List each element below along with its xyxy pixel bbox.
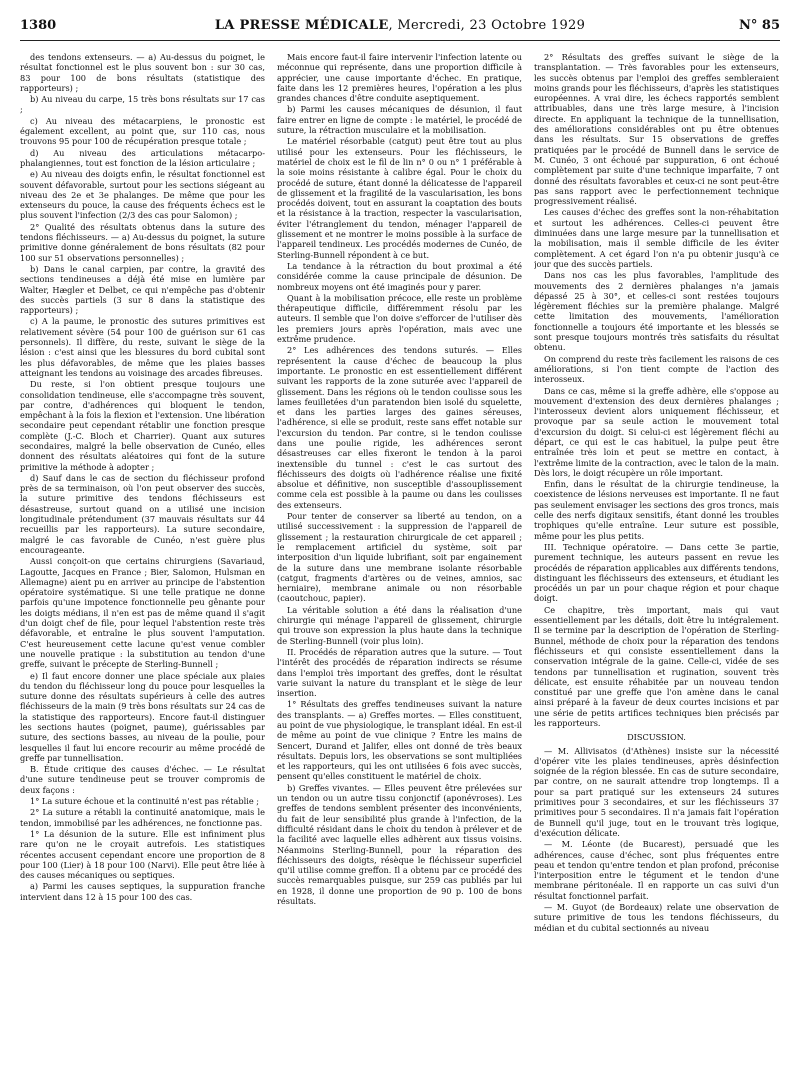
- paragraph: e) Il faut encore donner une place spéciale aux plaies du tendon du fléchisseur long du pouce pour lesquelles la suture donne des résultats supérieurs à celle des autres fléchisseurs de la main (9 très bons résultats sur 24 cas de la statistique des rapporteurs). Encore faut-il distinguer les sections hautes (poignet, paume), guérissables par suture, des sections basses, au niveau de la poulie, pour lesquelles il faut lui encore recourir au même procédé de greffe par tunnellisation.: [20, 670, 265, 763]
- paragraph: 1° La suture échoue et la continuité n'est pas rétablie ;: [30, 796, 260, 807]
- paragraph: Enfin, dans le résultat de la chirurgie tendineuse, la coexistence de lésions nerveuses est importante. Il ne faut pas seulement envisager les sections des gros troncs, mais celle des nerfs digitaux sensitifs, étant donné les troubles trophiques qu'elle entraîne. Leur suture est possible, même pour les plus petits.: [534, 479, 779, 541]
- journal-name: LA PRESSE MÉDICALE: [214, 18, 389, 33]
- paragraph: d) Sauf dans le cas de section du fléchisseur profond près de sa terminaison, où l'on peut observer des succès, la suture primitive des tendons fléchisseurs est désastreuse, surtout quand on a utilisé une incision longitudinale prétendument (37 mauvais résultats sur 44 recueillis par les rapporteurs). La suture secondaire, malgré le cas favorable de Cunéo, n'est guère plus encourageante.: [20, 472, 265, 555]
- paragraph: Ce chapitre, très important, mais qui vaut essentiellement par les détails, doit être lu intégralement. Il se termine par la description de l'opération de Sterling-Bunnel, méthode de choix pour la réparation des tendons fléchisseurs et qui consiste essentiellement dans la conservation intégrale de la gaine. Celle-ci, vidée de ses tendons par tunnellisation et rugination, souvent très délicate, est ensuite réhabitée par un nouveau tendon constitué par une greffe que l'on amène dans le canal ainsi préparé à la faveur de deux courtes incisions et par une série de petits artifices techniques bien précisés par les rapporteurs.: [534, 604, 779, 728]
- paragraph: e) Au niveau des doigts enfin, le résultat fonctionnel est souvent défavorable, surtout pour les sections siégeant au niveau des 2e et 3e phalanges. De même que pour les extenseurs du pouce, la cause des fréquents échecs est le plus souvent l'infection (2/3 des cas pour Salomon) ;: [20, 169, 265, 221]
- paragraph: 1° La désunion de la suture. Elle est infiniment plus rare qu'on ne le croyait autrefois. Les statistiques récentes accusent cependant encore une proportion de 8 pour 100 (Lier) à 18 pour 100 (Narvi). Elle peut être liée à des causes mécaniques ou septiques.: [20, 828, 265, 881]
- issue-number: N° 85: [739, 18, 780, 33]
- issue-date: , Mercredi, 23 Octobre 1929: [388, 18, 586, 33]
- paragraph: des tendons extenseurs. — a) Au-dessus du poignet, le résultat fonctionnel est le plus souvent bon : sur 30 cas, 83 pour 100 de bons résultats (statistique des rapporteurs) ;: [20, 52, 265, 93]
- paragraph: b) Dans le canal carpien, par contre, la gravité des sections tendineuses a déjà été mise en lumière par Walter, Hægler et Delbet, ce qui n'empêche pas d'obtenir des succès partiels (3 sur 8 dans la statistique des rapporteurs) ;: [20, 263, 265, 316]
- paragraph: b) Greffes vivantes. — Elles peuvent être prélevées sur un tendon ou un autre tissu conjonctif (aponévroses). Les greffes de tendons semblent présenter des inconvénients, du fait de leur sensibilité plus grande à l'infection, de la difficulté résidant dans le choix du tendon à prélever et de la facilité avec laquelle elles adhèrent aux tissus voisins. Néanmoins Sterling-Bunnell, pour la réparation des fléchisseurs des doigts, résèque le fléchisseur superficiel qu'il utilise comme greffon. Il a obtenu par ce procédé des succès remarquables puisque, sur 259 cas publiés par lui en 1928, il donne une proportion de 90 p. 100 de bons résultats.: [277, 782, 522, 907]
- paragraph: b) Au niveau du carpe, 15 très bons résultats sur 17 cas ;: [20, 94, 265, 115]
- paragraph: II. Procédés de réparation autres que la suture. — Tout l'intérêt des procédés de réparation indirects se résume dans l'emploi très important des greffes, dont le résultat varie suivant la nature du transplant et le siège de leur insertion.: [277, 646, 522, 699]
- paragraph: DISCUSSION.: [627, 732, 686, 743]
- paragraph: 2° Résultats des greffes suivant le siège de la transplantation. — Très favorables pour les extenseurs, les succès obtenus par l'emploi des greffes sembleraient moins grands pour les fléchisseurs, d'après les statistiques européennes. A vrai dire, les échecs rapportés semblent attribuables, dans une très large mesure, à l'incision directe. En appliquant la technique de la tunnellisation, des améliorations considérables ont pu être obtenues dans les résultats. Sur 15 observations de greffes pratiquées par le procédé de Bunnell dans le service de M. Cunéo, 3 ont échoué par suppuration, 6 ont échoué complètement par suite d'une technique imparfaite, 7 ont donné des résultats favorables et ceux-ci ne sont peut-être pas sans rapport avec le perfectionnement technique progressivement réalisé.: [534, 52, 779, 207]
- paragraph: Quant à la mobilisation précoce, elle reste un problème thérapeutique difficile, différemment résolu par les auteurs. Il semble que l'on doive s'efforcer de l'utiliser dès les premiers jours après l'opération, mais avec une extrême prudence.: [277, 292, 522, 345]
- paragraph: b) Parmi les causes mécaniques de désunion, il faut faire entrer en ligne de compte : le matériel, le procédé de suture, la rétraction musculaire et la mobilisation.: [277, 104, 522, 136]
- running-title: [140, 18, 660, 33]
- column-left: [20, 52, 265, 1074]
- paragraph: La véritable solution a été dans la réalisation d'une chirurgie qui ménage l'appareil de glissement, chirurgie qui trouve son expression la plus haute dans la technique de Sterling-Bunnell (voir plus loin).: [277, 604, 522, 646]
- paragraph: 1° Résultats des greffes tendineuses suivant la nature des transplants. — a) Greffes mortes. — Elles constituent, au point de vue physiologique, le transplant idéal. En est-il de même au point de vue clinique ? Entre les mains de Sencert, Durand et Jalifer, elles ont donné de très beaux résultats. Depuis lors, les observations se sont multipliées et les rapporteurs, qui les ont utilisées 6 fois avec succès, pensent qu'elles constituent le matériel de choix.: [277, 699, 522, 782]
- column-middle: [277, 52, 522, 1074]
- page-number: 1380: [20, 18, 57, 33]
- paragraph: Pour tenter de conserver sa liberté au tendon, on a utilisé successivement : la suppression de l'appareil de glissement ; la restauration chirurgicale de cet appareil ; le remplacement artificiel du système, soit par interposition d'un liquide lubrifiant, soit par engainement de la suture dans une membrane isolante résorbable (catgut, fragments d'artères ou de veines, amnios, sac herniaire), membrane animale ou non résorbable (caoutchouc, papier).: [277, 511, 522, 604]
- paragraph: c) Au niveau des métacarpiens, le pronostic est également excellent, au point que, sur 110 cas, nous trouvons 95 pour 100 de récupération presque totale ;: [20, 115, 265, 147]
- paragraph: a) Parmi les causes septiques, la suppuration franche intervient dans 12 à 15 pour 100 des cas.: [20, 881, 265, 902]
- column-right: [534, 52, 779, 1074]
- paragraph: Le matériel résorbable (catgut) peut être tout au plus utilisé pour les extenseurs. Pour les fléchisseurs, le matériel de choix est le fil de lin n° 0 ou n° 1 préférable à la soie moins résistante à calibre égal. Pour le choix du procédé de suture, étant donné la délicatesse de l'appareil de glissement et la fragilité de la vascularisation, les bons procédés doivent, tout en assurant la coaptation des bouts et la résistance à la traction, respecter la vascularisation, éviter l'étranglement du tendon, ménager l'appareil de glissement et ne montrer le moins possible à la surface de l'appareil tendineux. Les procédés modernes de Cunéo, de Sterling-Bunnell répondent à ce but.: [277, 136, 522, 260]
- paragraph: Du reste, si l'on obtient presque toujours une consolidation tendineuse, elle s'accompagne très souvent, par contre, d'adhérences qui bloquent le tendon, empêchant à la fois la flexion et l'extension. Une libération secondaire peut cependant rétablir une fonction presque complète (J.-C. Bloch et Charrier). Quant aux sutures secondaires, malgré la belle observation de Cunéo, elles donnent des résultats aléatoires qui font de la suture primitive la méthode à adopter ;: [20, 379, 265, 472]
- paragraph: c) A la paume, le pronostic des sutures primitives est relativement sévère (54 pour 100 de guérison sur 61 cas personnels). Il diffère, du reste, suivant le siège de la lésion : c'est ainsi que les blessures du bord cubital sont les plus défavorables, de même que les plaies basses atteignant les tendons au voisinage des arcades fibreuses.: [20, 316, 265, 378]
- paragraph: III. Technique opératoire. — Dans cette 3e partie, purement technique, les auteurs passent en revue les procédés de réparation applicables aux différents tendons, distinguant les fléchisseurs des extenseurs, et étudiant les procédés un par un pour chaque région et pour chaque doigt.: [534, 541, 779, 604]
- paragraph: La tendance à la rétraction du bout proximal a été considérée comme la cause principale de désunion. De nombreux moyens ont été imaginés pour y parer.: [277, 260, 522, 292]
- paragraph: Aussi conçoit-on que certains chirurgiens (Savariaud, Lagoutte, Jacques en France ; Bier, Salomon, Hulsman en Allemagne) aient pu en arriver au principe de l'abstention opératoire systématique. Si une telle pratique ne donne parfois qu'une impotence fonctionnelle peu gênante pour les doigts médians, il n'en est pas de même quand il s'agit d'un doigt chef de file, pour lequel l'abstention reste très défavorable, et entraîne le plus souvent l'amputation. C'est heureusement cette lacune qu'est venue combler une nouvelle pratique : la substitution au tendon d'une greffe, suivant le précepte de Sterling-Bunnell ;: [20, 556, 265, 670]
- paragraph: d) Au niveau des articulations métacarpo-phalangiennes, tout est fonction de la lésion articulaire ;: [20, 147, 265, 168]
- page-header: [20, 18, 780, 41]
- paragraph: — M. Léonte (de Bucarest), persuadé que les adhérences, cause d'échec, sont plus fréquentes entre peau et tendon qu'entre tendon et plan profond, préconise l'interposition entre le tégument et le tendon d'une membrane péritonéale. Il en rapporte un cas suivi d'un résultat fonctionnel parfait.: [534, 839, 779, 901]
- paragraph: Dans nos cas les plus favorables, l'amplitude des mouvements des 2 dernières phalanges n'a jamais dépassé 25 à 30°, et celles-ci sont restées toujours légèrement fléchies sur la première phalange. Malgré cette limitation des mouvements, l'amélioration fonctionnelle a toujours été importante et les blessés se sont presque toujours montrés très satisfaits du résultat obtenu.: [534, 270, 779, 353]
- paragraph: — M. Allivisatos (d'Athènes) insiste sur la nécessité d'opérer vite les plaies tendineuses, après désinfection soignée de la région blessée. En cas de suture secondaire, par contre, on ne saurait attendre trop longtemps. Il a pour sa part pratiqué sur les extenseurs 24 sutures primitives pour 3 secondaires, et sur les fléchisseurs 37 primitives pour 5 secondaires. Il n'a jamais fait l'opération de Bunnell qu'il juge, tout en le trouvant très logique, d'exécution délicate.: [534, 745, 779, 838]
- paragraph: 2° La suture a rétabli la continuité anatomique, mais le tendon, immobilisé par les adhérences, ne fonctionne pas.: [20, 807, 265, 828]
- paragraph: 2° Qualité des résultats obtenus dans la suture des tendons fléchisseurs. — a) Au-dessus du poignet, la suture primitive donne généralement de bons résultats (82 pour 100 sur 51 observations personnelles) ;: [20, 221, 265, 263]
- paragraph: Mais encore faut-il faire intervenir l'infection latente ou méconnue qui représente, dans une proportion difficile à apprécier, une cause importante d'échec. En pratique, faite dans les 12 premières heures, l'opération a les plus grandes chances d'être conduite aseptiquement.: [277, 52, 522, 104]
- paragraph: Dans ce cas, même si la greffe adhère, elle s'oppose au mouvement d'extension des deux dernières phalanges ; l'interosseux devient alors uniquement fléchisseur, et provoque par sa seule action le mouvement total d'excursion du doigt. Si celui-ci est légèrement fléchi au départ, ce qui est le cas habituel, la pulpe peut être entraînée très loin et peut se mettre en contact, à l'extrême limite de la contraction, avec le talon de la main. Dès lors, le doigt récupère un rôle important.: [534, 385, 779, 478]
- paragraph: — M. Guyot (de Bordeaux) relate une observation de suture primitive de tous les tendons fléchisseurs, du médian et du cubital sectionnés au niveau: [534, 902, 779, 933]
- paragraph: 2° Les adhérences des tendons suturés. — Elles représentent la cause d'échec de beaucoup la plus importante. Le pronostic en est essentiellement différent suivant les rapports de la zone suturée avec l'appareil de glissement. Dans les régions où le tendon coulisse sous les lames feuilletées d'un paratendon bien isolé du squelette, et dans les parties larges des gaines séreuses, l'adhérence, si elle se produit, reste sans effet notable sur l'excursion du tendon. Par contre, si le tendon coulisse dans une poulie rigide, les adhérences seront désastreuses car elles fixeront le tendon à la paroi inextensible du tunnel : c'est le cas surtout des fléchisseurs des doigts où l'adhérence réalise une fixité absolue et définitive, non susceptible d'assouplissement comme cela est possible à la paume ou dans les coulisses des extenseurs.: [277, 345, 522, 510]
- paragraph: B. Étude critique des causes d'échec. — Le résultat d'une suture tendineuse peut se trouver compromis de deux façons :: [20, 764, 265, 795]
- paragraph: Les causes d'échec des greffes sont la non-réhabitation et surtout les adhérences. Celles-ci peuvent être diminuées dans une large mesure par la tunnellisation et la mobilisation, mais il semble difficile de les éviter complètement. A cet égard l'on n'a pu obtenir jusqu'à ce jour que des succès partiels.: [534, 207, 779, 269]
- paragraph: On comprend du reste très facilement les raisons de ces améliorations, si l'on tient compte de l'action des interosseux.: [534, 353, 779, 385]
- article-columns: [20, 52, 780, 1074]
